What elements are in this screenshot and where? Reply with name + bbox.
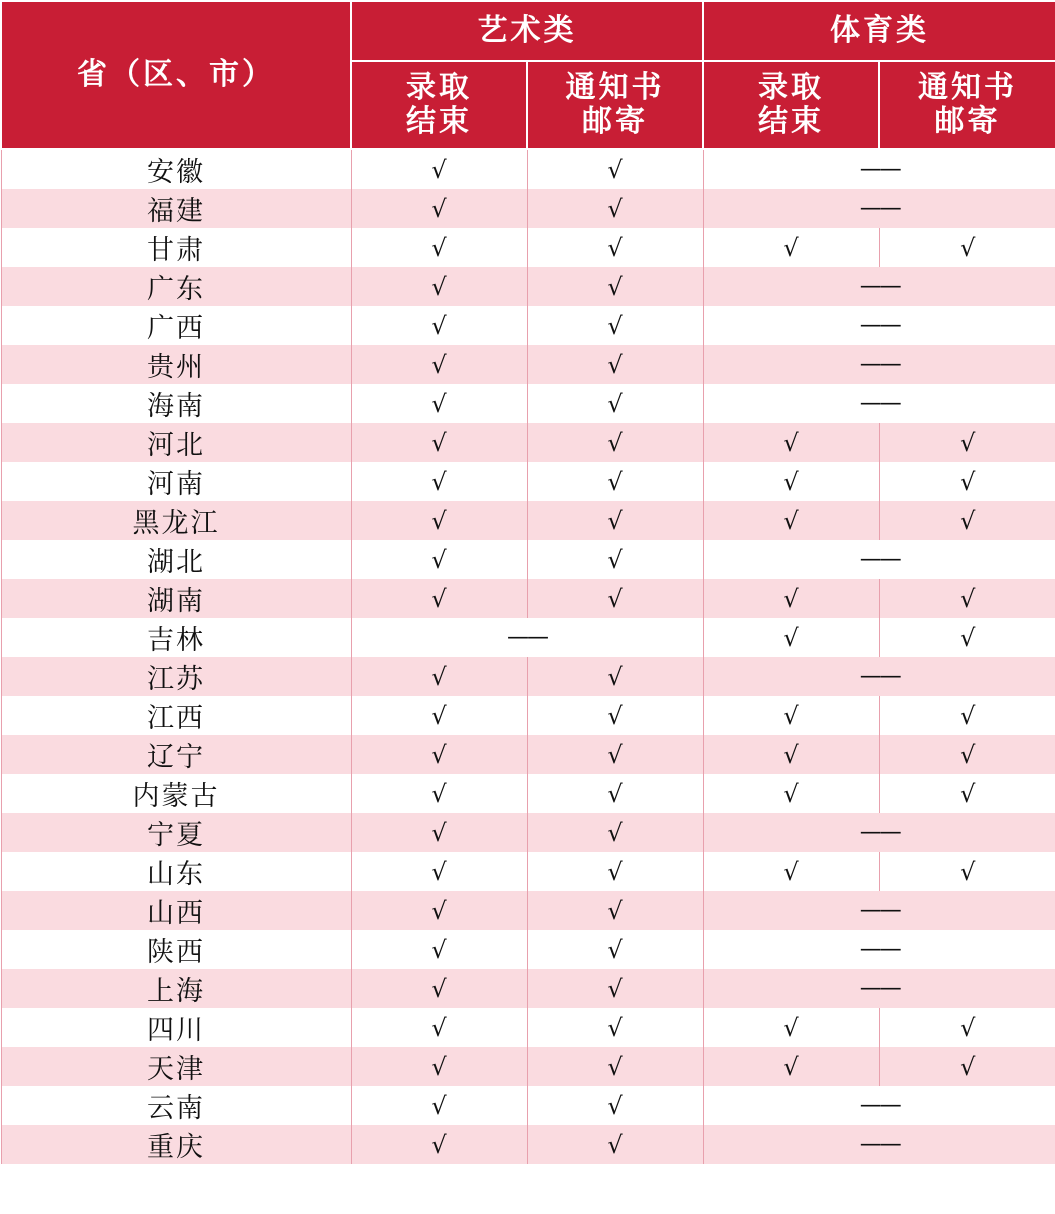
art-admission-done-cell: √	[351, 501, 527, 540]
sports-group-header: 体育类	[703, 1, 1055, 61]
province-cell: 四川	[1, 1008, 351, 1047]
art-admission-done-cell: √	[351, 579, 527, 618]
sports-not-applicable-cell: ——	[703, 540, 1055, 579]
sports-not-applicable-cell: ——	[703, 149, 1055, 189]
sports-admission-done-cell: √	[703, 735, 879, 774]
art-notice-mailed-cell: √	[527, 852, 703, 891]
province-cell: 湖北	[1, 540, 351, 579]
province-cell: 广西	[1, 306, 351, 345]
sports-not-applicable-cell: ——	[703, 189, 1055, 228]
province-cell: 贵州	[1, 345, 351, 384]
header-line: 结束	[758, 104, 824, 139]
sports-notice-mailed-cell: √	[879, 852, 1055, 891]
table-row	[1, 540, 1055, 579]
sports-notice-mailed-cell: √	[879, 696, 1055, 735]
province-cell: 湖南	[1, 579, 351, 618]
table-row	[1, 657, 1055, 696]
art-admission-done-cell: √	[351, 657, 527, 696]
art-admission-done-cell: √	[351, 1047, 527, 1086]
art-admission-done-cell: √	[351, 149, 527, 189]
table-row	[1, 969, 1055, 1008]
art-admission-done-cell: √	[351, 462, 527, 501]
sports-notice-mailed-cell: √	[879, 618, 1055, 657]
art-admission-done-header	[351, 61, 527, 149]
art-notice-mailed-cell: √	[527, 228, 703, 267]
province-cell: 陕西	[1, 930, 351, 969]
province-cell: 甘肃	[1, 228, 351, 267]
art-group-header: 艺术类	[351, 1, 703, 61]
province-cell: 江西	[1, 696, 351, 735]
sports-notice-mailed-cell: √	[879, 501, 1055, 540]
province-cell: 宁夏	[1, 813, 351, 852]
sports-not-applicable-cell: ——	[703, 657, 1055, 696]
header-line: 录取	[406, 70, 472, 105]
art-admission-done-cell: √	[351, 774, 527, 813]
art-admission-done-cell: √	[351, 969, 527, 1008]
art-admission-done-cell: √	[351, 423, 527, 462]
province-cell: 吉林	[1, 618, 351, 657]
sports-notice-mailed-cell: √	[879, 1008, 1055, 1047]
sports-admission-done-cell: √	[703, 228, 879, 267]
art-notice-mailed-cell: √	[527, 1125, 703, 1164]
table-row	[1, 462, 1055, 501]
table-row	[1, 735, 1055, 774]
header-line: 邮寄	[582, 104, 648, 139]
province-cell: 内蒙古	[1, 774, 351, 813]
art-notice-mailed-cell: √	[527, 696, 703, 735]
sports-admission-done-cell: √	[703, 852, 879, 891]
table-row	[1, 852, 1055, 891]
sports-notice-mailed-cell: √	[879, 228, 1055, 267]
table-row	[1, 813, 1055, 852]
header-line: 结束	[406, 104, 472, 139]
table-row	[1, 1125, 1055, 1164]
sports-admission-done-cell: √	[703, 774, 879, 813]
table-row	[1, 930, 1055, 969]
sports-not-applicable-cell: ——	[703, 813, 1055, 852]
table-row	[1, 891, 1055, 930]
header-line: 通知书	[565, 70, 665, 105]
sports-notice-mailed-header	[879, 61, 1055, 149]
art-notice-mailed-cell: √	[527, 1047, 703, 1086]
art-notice-mailed-cell: √	[527, 384, 703, 423]
province-cell: 安徽	[1, 149, 351, 189]
sports-not-applicable-cell: ——	[703, 1086, 1055, 1125]
art-notice-mailed-cell: √	[527, 345, 703, 384]
province-cell: 上海	[1, 969, 351, 1008]
art-notice-mailed-cell: √	[527, 267, 703, 306]
header-row-groups	[1, 1, 1055, 61]
province-cell: 山东	[1, 852, 351, 891]
art-notice-mailed-cell: √	[527, 969, 703, 1008]
art-notice-mailed-header	[527, 61, 703, 149]
province-cell: 广东	[1, 267, 351, 306]
sports-notice-mailed-cell: √	[879, 774, 1055, 813]
art-admission-done-cell: √	[351, 735, 527, 774]
province-cell: 重庆	[1, 1125, 351, 1164]
table-row	[1, 1047, 1055, 1086]
province-cell: 山西	[1, 891, 351, 930]
art-admission-done-cell: √	[351, 1125, 527, 1164]
art-notice-mailed-cell: √	[527, 813, 703, 852]
art-admission-done-cell: √	[351, 1008, 527, 1047]
sports-not-applicable-cell: ——	[703, 891, 1055, 930]
art-notice-mailed-cell: √	[527, 149, 703, 189]
art-notice-mailed-cell: √	[527, 423, 703, 462]
province-cell: 江苏	[1, 657, 351, 696]
sports-notice-mailed-cell: √	[879, 579, 1055, 618]
sports-not-applicable-cell: ——	[703, 1125, 1055, 1164]
sports-admission-done-cell: √	[703, 696, 879, 735]
art-admission-done-cell: √	[351, 1086, 527, 1125]
art-notice-mailed-cell: √	[527, 774, 703, 813]
table-row	[1, 579, 1055, 618]
table-row	[1, 189, 1055, 228]
art-admission-done-cell: √	[351, 267, 527, 306]
art-admission-done-cell: √	[351, 930, 527, 969]
art-admission-done-cell: √	[351, 306, 527, 345]
province-cell: 云南	[1, 1086, 351, 1125]
art-notice-mailed-cell: √	[527, 930, 703, 969]
art-admission-done-cell: √	[351, 384, 527, 423]
table-row	[1, 267, 1055, 306]
sports-not-applicable-cell: ——	[703, 306, 1055, 345]
sports-admission-done-cell: √	[703, 579, 879, 618]
art-notice-mailed-cell: √	[527, 579, 703, 618]
sports-admission-done-cell: √	[703, 501, 879, 540]
sports-admission-done-header	[703, 61, 879, 149]
province-cell: 海南	[1, 384, 351, 423]
province-cell: 天津	[1, 1047, 351, 1086]
sports-admission-done-cell: √	[703, 462, 879, 501]
sports-admission-done-cell: √	[703, 423, 879, 462]
art-notice-mailed-cell: √	[527, 657, 703, 696]
table-row	[1, 149, 1055, 189]
province-cell: 河南	[1, 462, 351, 501]
province-cell: 河北	[1, 423, 351, 462]
header-line: 邮寄	[934, 104, 1001, 139]
sports-notice-mailed-cell: √	[879, 462, 1055, 501]
sports-not-applicable-cell: ——	[703, 384, 1055, 423]
table-body	[1, 149, 1055, 1164]
table-row	[1, 228, 1055, 267]
art-notice-mailed-cell: √	[527, 189, 703, 228]
art-notice-mailed-cell: √	[527, 891, 703, 930]
province-cell: 福建	[1, 189, 351, 228]
table-row	[1, 696, 1055, 735]
art-notice-mailed-cell: √	[527, 735, 703, 774]
art-admission-done-cell: √	[351, 696, 527, 735]
art-admission-done-cell: √	[351, 813, 527, 852]
sports-not-applicable-cell: ——	[703, 345, 1055, 384]
header-line: 通知书	[918, 70, 1017, 105]
sports-not-applicable-cell: ——	[703, 267, 1055, 306]
art-admission-done-cell: √	[351, 891, 527, 930]
art-notice-mailed-cell: √	[527, 501, 703, 540]
sports-notice-mailed-cell: √	[879, 735, 1055, 774]
art-admission-done-cell: √	[351, 540, 527, 579]
table-row	[1, 618, 1055, 657]
sports-not-applicable-cell: ——	[703, 930, 1055, 969]
sports-not-applicable-cell: ——	[703, 969, 1055, 1008]
province-column-header: 省（区、市）	[1, 1, 351, 149]
table-header	[1, 1, 1055, 149]
province-cell: 黑龙江	[1, 501, 351, 540]
table-row	[1, 345, 1055, 384]
art-notice-mailed-cell: √	[527, 306, 703, 345]
table-row	[1, 306, 1055, 345]
table-row	[1, 1008, 1055, 1047]
header-line: 录取	[758, 70, 824, 105]
art-admission-done-cell: √	[351, 852, 527, 891]
art-admission-done-cell: √	[351, 228, 527, 267]
table-row	[1, 501, 1055, 540]
table-row	[1, 423, 1055, 462]
sports-notice-mailed-cell: √	[879, 423, 1055, 462]
art-notice-mailed-cell: √	[527, 462, 703, 501]
art-not-applicable-cell: ——	[351, 618, 703, 657]
art-admission-done-cell: √	[351, 189, 527, 228]
sports-admission-done-cell: √	[703, 1008, 879, 1047]
art-notice-mailed-cell: √	[527, 1086, 703, 1125]
table-row	[1, 774, 1055, 813]
table-row	[1, 1086, 1055, 1125]
sports-notice-mailed-cell: √	[879, 1047, 1055, 1086]
art-admission-done-cell: √	[351, 345, 527, 384]
sports-admission-done-cell: √	[703, 618, 879, 657]
sports-admission-done-cell: √	[703, 1047, 879, 1086]
art-notice-mailed-cell: √	[527, 540, 703, 579]
art-notice-mailed-cell: √	[527, 1008, 703, 1047]
province-cell: 辽宁	[1, 735, 351, 774]
table-row	[1, 384, 1055, 423]
